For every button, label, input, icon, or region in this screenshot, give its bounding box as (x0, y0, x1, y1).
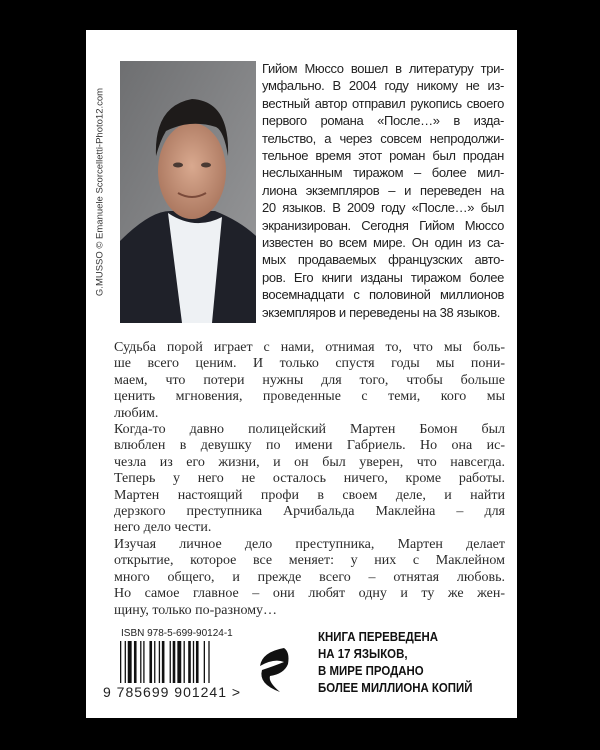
barcode-bar (120, 641, 121, 683)
blurb-line: любим. (114, 405, 159, 421)
barcode (118, 641, 242, 683)
barcode-bar (208, 641, 209, 683)
promo-line: В МИРЕ ПРОДАНО (318, 663, 424, 678)
bio-line: экземпляров и переведены на 38 языков. (262, 304, 501, 320)
blurb-line: Изучая личное дело преступника, Мартен делает (114, 536, 505, 552)
barcode-bar (125, 641, 126, 683)
barcode-bar (170, 641, 171, 683)
bio-line: мых продаваемых французских авто- (262, 252, 504, 268)
isbn-text: ISBN 978-5-699-90124-1 (121, 628, 233, 639)
promo-line: КНИГА ПЕРЕВЕДЕНА (318, 629, 438, 644)
barcode-bar (173, 641, 176, 683)
barcode-digits: 9 785699 901241 > (103, 684, 242, 700)
bio-line: известен во всем мире. Он один из са- (262, 235, 504, 251)
barcode-bar (204, 641, 205, 683)
blurb-line: ценить мгновения, проведенные с теми, кого мы (114, 389, 505, 405)
barcode-bar (193, 641, 194, 683)
blurb-line: щину, только по-разному… (114, 602, 278, 618)
bio-line: вестный автор отправил рукопись своего (262, 95, 504, 111)
bio-line: тельное время этот роман был продан (262, 148, 504, 164)
photo-credit: G.MUSSO © Emanuele Scorcelletti-Photo12.com (94, 87, 106, 297)
bio-line: экранизирован. Сегодня Гийом Мюссо (262, 217, 504, 233)
blurb (114, 340, 505, 619)
bio-line: тельство, а через совсем непродолжи- (262, 130, 504, 146)
eksmo-logo-icon (254, 644, 292, 694)
author-photo (120, 61, 256, 323)
blurb-line: Судьба порой играет с нами, отнимая то, что мы боль- (114, 340, 505, 355)
bio-line: восемнадцати с половиной миллионов (262, 287, 504, 303)
blurb-line: Теперь у него не осталось ничего, кроме работы. (114, 471, 505, 487)
promo-line: БОЛЕЕ МИЛЛИОНА КОПИЙ (318, 680, 473, 695)
author-bio (262, 60, 504, 321)
bio-line: лиона экземпляров – и переведен на (262, 182, 504, 198)
bio-line: 20 языков. В 2009 году «После…» был (262, 200, 504, 216)
blurb-line: влюблен в девушку по имени Габриель. Но она ис- (114, 438, 505, 454)
barcode-bar (196, 641, 199, 683)
barcode-bar (154, 641, 155, 683)
barcode-bar (128, 641, 132, 683)
blurb-line: ше всего ценим. И только спустя годы мы пони- (114, 356, 505, 372)
bio-line: умфально. В 2004 году никому не из- (262, 78, 504, 94)
bio-line: первого романа «После…» в изда- (262, 113, 504, 129)
promo-line: НА 17 ЯЗЫКОВ, (318, 646, 408, 661)
promo-text (318, 628, 472, 696)
barcode-bar (149, 641, 152, 683)
blurb-line: Мартен настоящий профи в своем деле, и найти (114, 487, 505, 503)
blurb-line: него дело чести. (114, 520, 212, 536)
blurb-line: чезла из его жизни, и он был уверен, что навсегда. (114, 454, 505, 470)
barcode-bar (140, 641, 141, 683)
barcode-bar (162, 641, 165, 683)
photo-credit-wrap (92, 61, 108, 323)
bio-line: Гийом Мюссо вошел в литературу три- (262, 61, 504, 76)
blurb-line: маем, что потери нужны для того, чтобы больше (114, 372, 505, 388)
blurb-line: открытие, которое все меняет: у них с Маклейном (114, 553, 505, 569)
blurb-line: Когда-то давно полицейский Мартен Бомон был (114, 422, 505, 438)
blurb-line: дерзкого преступника Арчибальда Маклейна – для (114, 504, 505, 520)
bio-line: неслыханным тиражом – более мил- (262, 165, 504, 181)
barcode-bar (134, 641, 137, 683)
barcode-bar (188, 641, 191, 683)
blurb-line: Но самое главное – они любят одну и ту же жен- (114, 586, 505, 602)
blurb-line: много общего, и прежде всего – отнятая любовь. (114, 569, 505, 585)
barcode-bar (184, 641, 185, 683)
barcode-bar (143, 641, 144, 683)
bio-line: ров. Его книги изданы тиражом более (262, 269, 504, 285)
barcode-bar (177, 641, 181, 683)
barcode-bar (159, 641, 160, 683)
